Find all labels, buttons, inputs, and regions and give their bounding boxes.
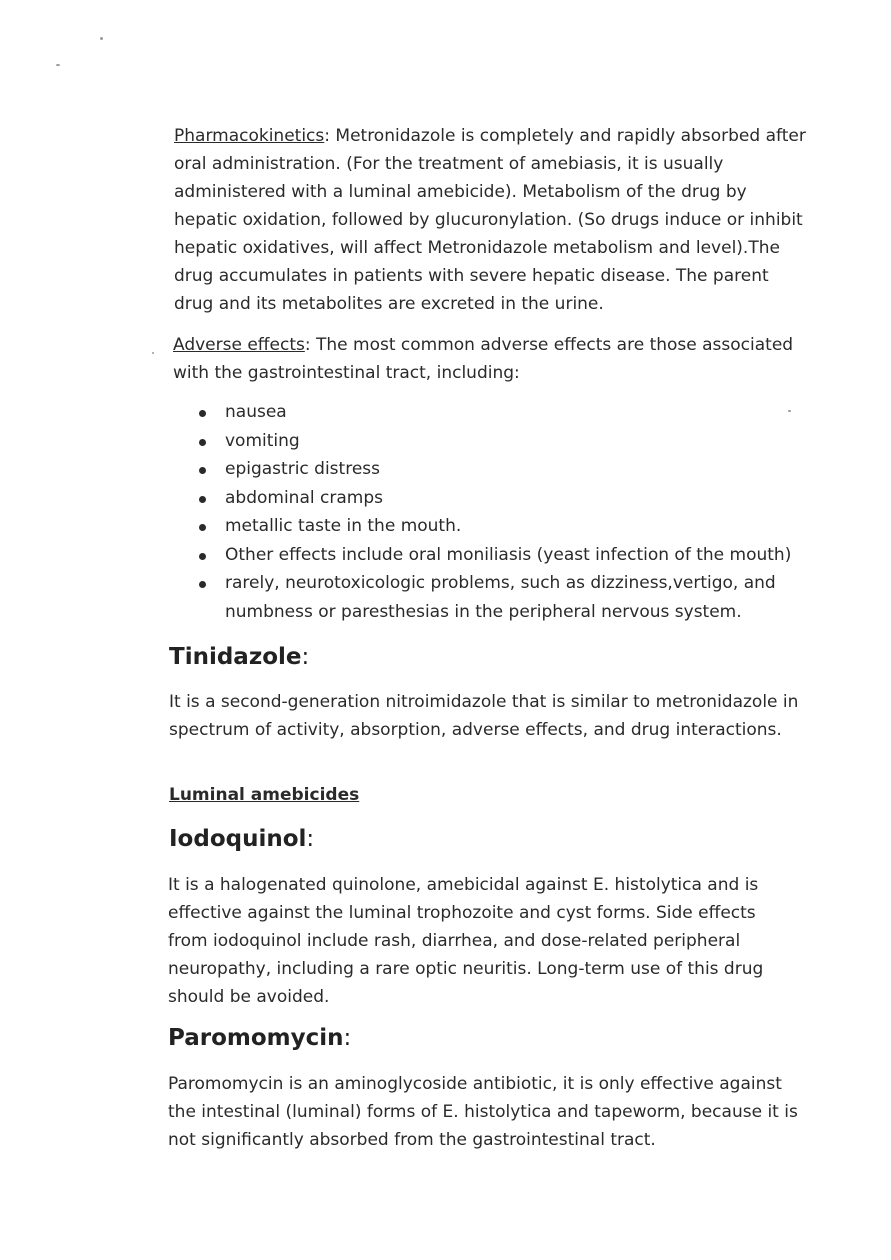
list-item: metallic taste in the mouth. <box>195 512 835 541</box>
iodoquinol-heading-colon: : <box>306 826 315 852</box>
list-item: nausea <box>195 398 835 427</box>
paromomycin-heading-text: Paromomycin <box>168 1025 344 1051</box>
luminal-amebicides-subheading: Luminal amebicides <box>169 785 360 805</box>
adverse-effects-list <box>195 398 835 626</box>
pharmacokinetics-text: : Metronidazole is completely and rapidly absorbed after oral administration. (For the treatment of amebiasis, it is usually administered with a luminal amebicide). Metabolism of the drug by hepatic oxidation, followed by glucuronylation. (So drugs induce or inhibit hepatic oxidatives, will affect Metronidazole metabolism and level).The drug accumulates in patients with severe hepatic disease. The parent drug and its metabolites are excreted in the urine. <box>174 126 806 314</box>
paromomycin-heading-colon: : <box>343 1025 352 1051</box>
tinidazole-heading-colon: : <box>301 644 310 670</box>
list-item: vomiting <box>195 427 835 456</box>
adverse-effects-label: Adverse effects <box>173 335 305 355</box>
list-item: abdominal cramps <box>195 484 835 513</box>
pharmacokinetics-label: Pharmacokinetics <box>174 126 325 146</box>
list-item: rarely, neurotoxicologic problems, such as dizziness,vertigo, and numbness or paresthesias in the peripheral nervous system. <box>195 569 835 626</box>
iodoquinol-paragraph: It is a halogenated quinolone, amebicidal against E. histolytica and is effective against the luminal trophozoite and cyst forms. Side effects from iodoquinol include rash, diarrhea, and dose-related peripheral neuropathy, including a rare optic neuritis. Long-term use of this drug should be avoided. <box>168 875 764 1007</box>
paromomycin-heading <box>168 1025 351 1051</box>
tinidazole-heading <box>169 644 309 670</box>
list-item: epigastric distress <box>195 455 835 484</box>
scan-speck <box>152 352 154 354</box>
iodoquinol-heading-text: Iodoquinol <box>169 826 307 852</box>
adverse-effects-paragraph <box>173 331 813 387</box>
tinidazole-heading-text: Tinidazole <box>169 644 302 670</box>
iodoquinol-heading <box>169 826 314 852</box>
adverse-effects-text: : The most common adverse effects are those associated with the gastrointestinal tract, including: <box>173 335 794 383</box>
scan-speck <box>100 37 103 40</box>
tinidazole-paragraph: It is a second-generation nitroimidazole that is similar to metronidazole in spectrum of activity, absorption, adverse effects, and drug interactions. <box>169 692 799 740</box>
pharmacokinetics-paragraph <box>174 122 810 318</box>
scan-speck <box>56 64 60 66</box>
paromomycin-paragraph: Paromomycin is an aminoglycoside antibiotic, it is only effective against the intestinal (luminal) forms of E. histolytica and tapeworm, because it is not significantly absorbed from the gastrointestinal tract. <box>168 1074 798 1150</box>
list-item: Other effects include oral moniliasis (yeast infection of the mouth) <box>195 541 835 570</box>
